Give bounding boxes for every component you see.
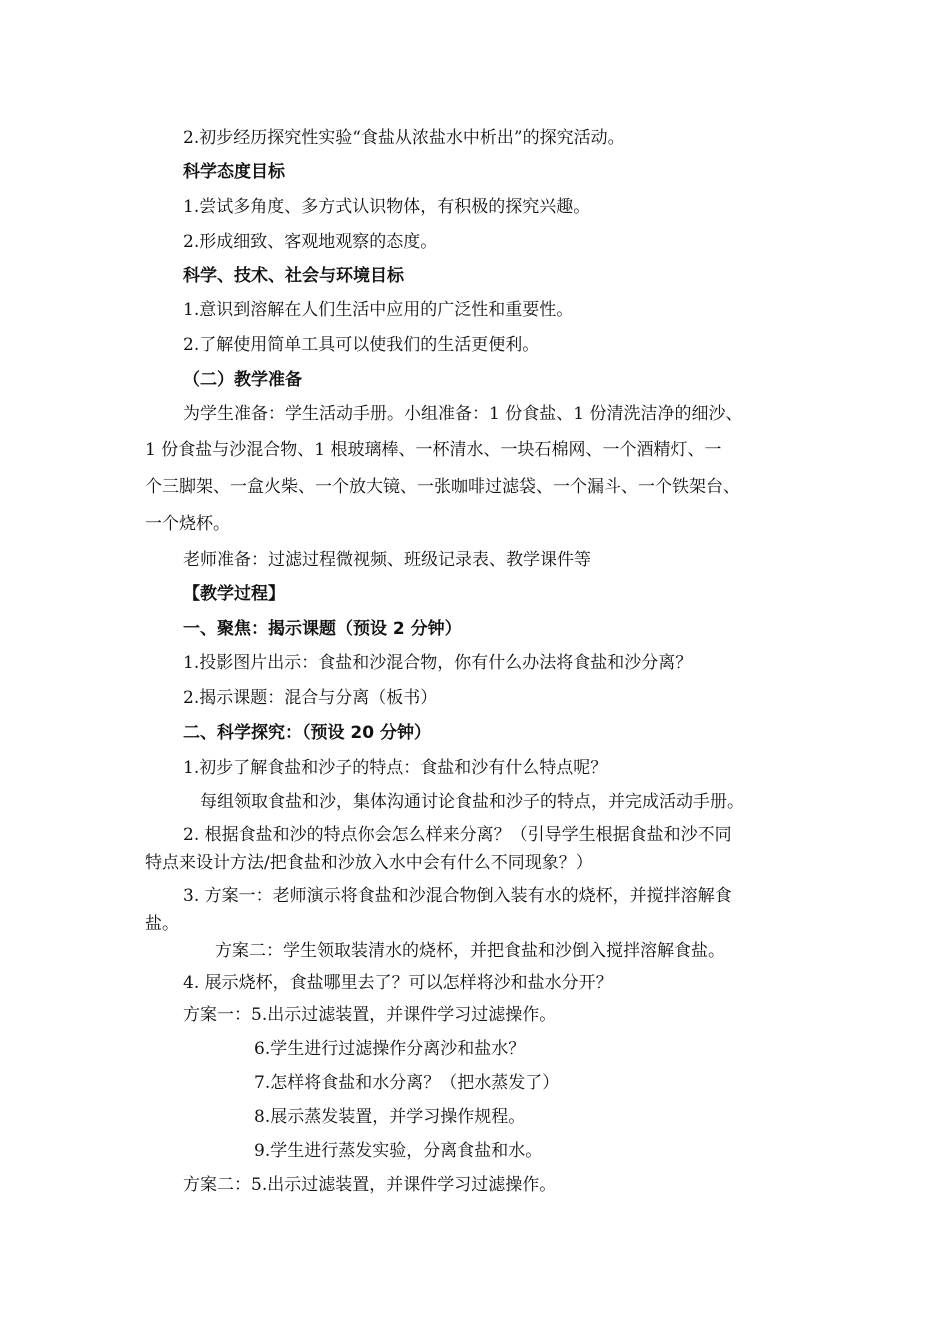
section-heading: 【教学过程】 bbox=[183, 584, 285, 604]
text-line: 2.了解使用简单工具可以使我们的生活更便利。 bbox=[183, 335, 540, 355]
text-line: 2.揭示课题：混合与分离（板书） bbox=[183, 688, 438, 708]
text-line: 1.初步了解食盐和沙子的特点：食盐和沙有什么特点呢？ bbox=[183, 758, 608, 778]
section-heading: 科学态度目标 bbox=[183, 162, 285, 182]
text-line: 每组领取食盐和沙，集体沟通讨论食盐和沙子的特点，并完成活动手册。 bbox=[200, 792, 744, 812]
text-line: 2. 根据食盐和沙的特点你会怎么样来分离？（引导学生根据食盐和沙不同 bbox=[183, 825, 732, 845]
text-line: 8.展示蒸发装置，并学习操作规程。 bbox=[254, 1107, 526, 1127]
text-line: 一个烧杯。 bbox=[145, 514, 230, 534]
section-heading: 二、科学探究：（预设 20 分钟） bbox=[183, 723, 431, 743]
text-line: 1.意识到溶解在人们生活中应用的广泛性和重要性。 bbox=[183, 300, 574, 320]
section-heading: 科学、技术、社会与环境目标 bbox=[183, 266, 404, 286]
text-line: 特点来设计方法/把食盐和沙放入水中会有什么不同现象？） bbox=[145, 853, 593, 873]
text-line: 1.尝试多角度、多方式认识物体，有积极的探究兴趣。 bbox=[183, 197, 591, 217]
text-line: 9.学生进行蒸发实验，分离食盐和水。 bbox=[254, 1141, 543, 1161]
text-line: 1 份食盐与沙混合物、1 根玻璃棒、一杯清水、一块石棉网、一个酒精灯、一 bbox=[145, 440, 722, 460]
text-line: 方案二：5.出示过滤装置，并课件学习过滤操作。 bbox=[183, 1175, 557, 1195]
text-line: 2.初步经历探究性实验“食盐从浓盐水中析出”的探究活动。 bbox=[183, 128, 625, 148]
text-line: 老师准备：过滤过程微视频、班级记录表、教学课件等 bbox=[183, 550, 591, 570]
text-line: 为学生准备：学生活动手册。小组准备：1 份食盐、1 份清洗洁净的细沙、 bbox=[183, 404, 743, 424]
section-heading: 一、聚焦：揭示课题（预设 2 分钟） bbox=[183, 619, 462, 639]
text-line: 方案一：5.出示过滤装置，并课件学习过滤操作。 bbox=[183, 1005, 557, 1025]
section-heading: （二）教学准备 bbox=[183, 370, 302, 390]
text-line: 3. 方案一：老师演示将食盐和沙混合物倒入装有水的烧杯，并搅拌溶解食 bbox=[183, 886, 732, 906]
text-line: 盐。 bbox=[145, 914, 179, 934]
text-line: 方案二：学生领取装清水的烧杯，并把食盐和沙倒入搅拌溶解食盐。 bbox=[215, 941, 725, 961]
text-line: 2.形成细致、客观地观察的态度。 bbox=[183, 232, 438, 252]
text-line: 4. 展示烧杯，食盐哪里去了？可以怎样将沙和盐水分开？ bbox=[183, 973, 613, 993]
text-line: 个三脚架、一盒火柴、一个放大镜、一张咖啡过滤袋、一个漏斗、一个铁架台、 bbox=[145, 477, 740, 497]
text-line: 7.怎样将食盐和水分离？（把水蒸发了） bbox=[254, 1073, 560, 1093]
text-line: 1.投影图片出示：食盐和沙混合物，你有什么办法将食盐和沙分离？ bbox=[183, 653, 693, 673]
text-line: 6.学生进行过滤操作分离沙和盐水？ bbox=[254, 1039, 526, 1059]
